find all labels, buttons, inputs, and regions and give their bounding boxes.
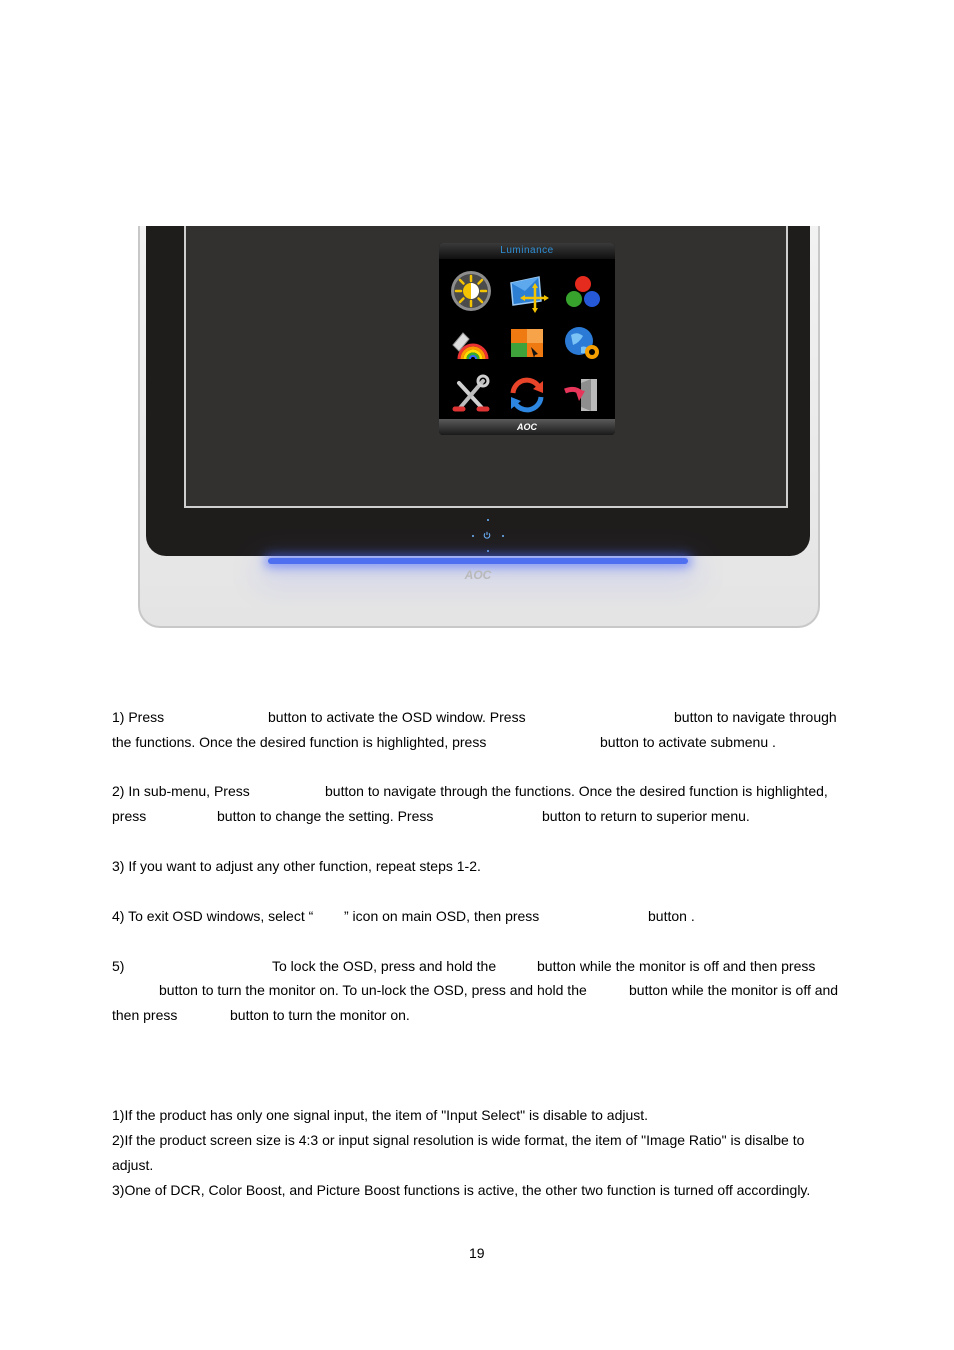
note-3: 3)One of DCR, Color Boost, and Picture Boost functions is active, the other two function is turned off accordingly. bbox=[112, 1182, 811, 1198]
step-5-text: button to turn the monitor on. To un-lock the OSD, press and hold the bbox=[159, 982, 587, 998]
step-2-text: button to change the setting. Press bbox=[217, 808, 434, 824]
osd-title: Luminance bbox=[439, 243, 615, 259]
step-4-text: 4) To exit OSD windows, select “ bbox=[112, 908, 314, 924]
step-2-text: button to navigate through the functions. Once the desired function is highlighted, bbox=[325, 783, 828, 799]
picture-boost-icon bbox=[449, 321, 493, 365]
step-5-text: To lock the OSD, press and hold the bbox=[272, 958, 497, 974]
osd-window bbox=[439, 243, 615, 435]
extra-icon bbox=[561, 321, 605, 365]
step-5-text: button to turn the monitor on. bbox=[230, 1007, 410, 1023]
step-2-text: press bbox=[112, 808, 147, 824]
led-indicator bbox=[502, 535, 504, 537]
led-indicator bbox=[472, 535, 474, 537]
note-2-continued: adjust. bbox=[112, 1157, 154, 1173]
step-1-text: button to activate the OSD window. Press bbox=[268, 709, 526, 725]
reset-icon bbox=[505, 373, 549, 417]
page-number: 19 bbox=[469, 1245, 485, 1261]
step-3-text: 3) If you want to adjust any other function, repeat steps 1-2. bbox=[112, 858, 481, 874]
step-4-text: button . bbox=[648, 908, 695, 924]
note-1: 1)If the product has only one signal input, the item of "Input Select" is disable to adjust. bbox=[112, 1107, 649, 1123]
step-1-text: button to activate submenu . bbox=[600, 734, 776, 750]
step-1-text: 1) Press bbox=[112, 709, 165, 725]
step-4-text: ” icon on main OSD, then press bbox=[344, 908, 540, 924]
step-5-text: button while the monitor is off and then press bbox=[537, 958, 816, 974]
step-5-text: then press bbox=[112, 1007, 178, 1023]
step-5-text: button while the monitor is off and bbox=[629, 982, 839, 998]
monitor-screen bbox=[184, 226, 788, 508]
monitor-frame bbox=[146, 226, 810, 556]
step-2-text: 2) In sub-menu, Press bbox=[112, 783, 250, 799]
monitor-front-logo: AOC bbox=[464, 568, 492, 582]
factory-reset-icon bbox=[449, 373, 493, 417]
osd-setup-icon bbox=[505, 323, 549, 367]
led-indicator bbox=[487, 519, 489, 521]
step-2-text: button to return to superior menu. bbox=[542, 808, 750, 824]
exit-icon bbox=[561, 373, 605, 417]
power-icon[interactable] bbox=[483, 531, 491, 539]
luminance-icon bbox=[449, 269, 493, 313]
note-2: 2)If the product screen size is 4:3 or input signal resolution is wide format, the item of "Image Ratio" is disalbe to bbox=[112, 1132, 805, 1148]
image-setup-icon bbox=[505, 271, 549, 315]
monitor-illustration bbox=[138, 226, 820, 646]
led-light-bar bbox=[268, 558, 688, 564]
step-5-text: 5) bbox=[112, 958, 125, 974]
osd-brand-logo: AOC bbox=[439, 419, 615, 435]
led-indicator bbox=[487, 550, 489, 552]
step-1-text: the functions. Once the desired function is highlighted, press bbox=[112, 734, 487, 750]
step-1-text: button to navigate through bbox=[674, 709, 837, 725]
color-setup-icon bbox=[561, 271, 605, 315]
